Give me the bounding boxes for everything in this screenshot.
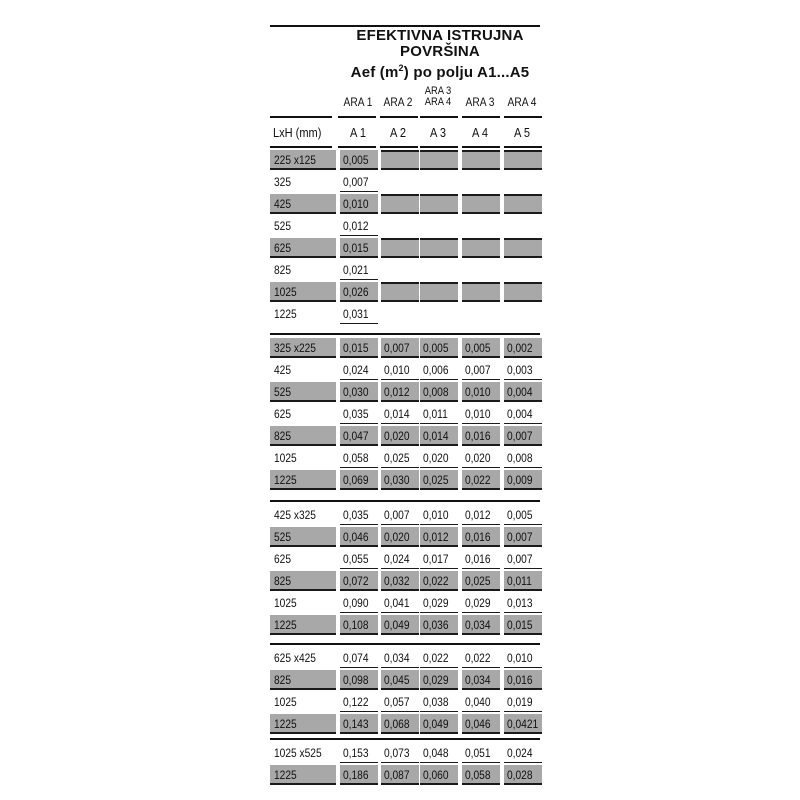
cell-a2: 0,020 — [381, 527, 419, 547]
cell-a3: 0,006 — [420, 360, 458, 380]
row-label: 525 — [274, 219, 292, 233]
group-separator — [270, 738, 540, 740]
cell-a5: 0,009 — [504, 470, 542, 490]
title-line-3 — [336, 60, 544, 81]
row-label: 625 — [274, 407, 292, 421]
cell-a4: 0,040 — [462, 692, 500, 712]
cell-a3 — [420, 150, 458, 170]
cell-a5: 0,011 — [504, 571, 542, 591]
cell-a1: 0,074 — [340, 648, 378, 668]
lxh-label: LxH (mm) — [272, 125, 322, 140]
cell-a2: 0,010 — [381, 360, 419, 380]
table-title — [336, 28, 544, 81]
table-row — [268, 549, 548, 569]
cell-a4: 0,058 — [462, 765, 500, 785]
table-row — [268, 194, 548, 214]
cell-a2: 0,014 — [381, 404, 419, 424]
cell-a5: 0,015 — [504, 615, 542, 635]
cell-a2: 0,020 — [381, 426, 419, 446]
code-a4: A 4 — [472, 125, 488, 140]
cell-a2 — [381, 194, 419, 214]
cell-a1: 0,046 — [340, 527, 378, 547]
cell-a1: 0,021 — [340, 260, 378, 280]
cell-a4 — [462, 260, 500, 280]
code-a2: A 2 — [390, 125, 406, 140]
code-rule-lxh — [270, 146, 332, 148]
col-ara-2: ARA 2 — [383, 95, 413, 109]
code-rule-3 — [420, 146, 458, 148]
cell-a2: 0,012 — [381, 382, 419, 402]
cell-a1: 0,035 — [340, 505, 378, 525]
row-label: 1025 x525 — [274, 746, 322, 760]
table-row — [268, 150, 548, 170]
row-label: 225 x125 — [270, 150, 336, 170]
row-label: 1025 — [274, 596, 297, 610]
row-label: 825 — [270, 571, 336, 591]
cell-a4: 0,051 — [462, 743, 500, 763]
cell-a4: 0,016 — [462, 426, 500, 446]
cell-a1: 0,143 — [340, 714, 378, 734]
row-label: 825 — [270, 670, 336, 690]
cell-a2 — [381, 238, 419, 258]
cell-a3: 0,029 — [420, 593, 458, 613]
cell-a4 — [462, 282, 500, 302]
cell-a1: 0,005 — [340, 150, 378, 170]
code-rule-4 — [462, 146, 500, 148]
cell-a5: 0,005 — [504, 505, 542, 525]
row-label: 1225 — [270, 615, 336, 635]
code-rule-5 — [504, 146, 542, 148]
cell-a2 — [381, 304, 419, 324]
table-row — [268, 593, 548, 613]
table-row — [268, 670, 548, 690]
title-line-3-suffix: ) po polju A1...A5 — [403, 64, 530, 81]
cell-a3 — [420, 216, 458, 236]
cell-a2: 0,025 — [381, 448, 419, 468]
cell-a2 — [381, 172, 419, 192]
cell-a3: 0,029 — [420, 670, 458, 690]
cell-a4: 0,010 — [462, 382, 500, 402]
cell-a5: 0,013 — [504, 593, 542, 613]
table-row — [268, 527, 548, 547]
cell-a1: 0,031 — [340, 304, 378, 324]
cell-a5: 0,007 — [504, 549, 542, 569]
cell-a4 — [462, 172, 500, 192]
row-label: 1225 — [270, 714, 336, 734]
table-row — [268, 238, 548, 258]
cell-a5 — [504, 238, 542, 258]
table-row — [268, 448, 548, 468]
table-row — [268, 360, 548, 380]
cell-a1: 0,153 — [340, 743, 378, 763]
head-rule-1 — [338, 116, 376, 118]
cell-a2: 0,034 — [381, 648, 419, 668]
cell-a3: 0,022 — [420, 648, 458, 668]
table-row — [268, 260, 548, 280]
row-label: 1025 — [270, 282, 336, 302]
row-label: 625 x425 — [274, 651, 316, 665]
cell-a2: 0,045 — [381, 670, 419, 690]
table-row — [268, 571, 548, 591]
cell-a3: 0,049 — [420, 714, 458, 734]
cell-a4: 0,029 — [462, 593, 500, 613]
cell-a4 — [462, 216, 500, 236]
cell-a5: 0,016 — [504, 670, 542, 690]
cell-a4: 0,012 — [462, 505, 500, 525]
cell-a3: 0,005 — [420, 338, 458, 358]
cell-a3: 0,011 — [420, 404, 458, 424]
cell-a1: 0,026 — [340, 282, 378, 302]
col-ara-3-line2: ARA 4 — [424, 96, 452, 108]
cell-a5: 0,004 — [504, 382, 542, 402]
group-separator — [270, 643, 540, 645]
head-rule-2 — [380, 116, 418, 118]
cell-a4 — [462, 150, 500, 170]
row-label: 1225 — [270, 765, 336, 785]
cell-a5 — [504, 172, 542, 192]
cell-a4 — [462, 238, 500, 258]
head-rule-5 — [504, 116, 542, 118]
cell-a3: 0,038 — [420, 692, 458, 712]
cell-a1: 0,010 — [340, 194, 378, 214]
cell-a3 — [420, 304, 458, 324]
table-row — [268, 304, 548, 324]
table-row — [268, 505, 548, 525]
cell-a4: 0,025 — [462, 571, 500, 591]
cell-a3: 0,020 — [420, 448, 458, 468]
cell-a5 — [504, 216, 542, 236]
row-label: 525 — [270, 527, 336, 547]
cell-a2: 0,073 — [381, 743, 419, 763]
cell-a5: 0,008 — [504, 448, 542, 468]
cell-a1: 0,015 — [340, 338, 378, 358]
table-row — [268, 714, 548, 734]
cell-a1: 0,012 — [340, 216, 378, 236]
row-label: 325 x225 — [270, 338, 336, 358]
cell-a1: 0,007 — [340, 172, 378, 192]
cell-a5: 0,004 — [504, 404, 542, 424]
cell-a3 — [420, 238, 458, 258]
cell-a2: 0,068 — [381, 714, 419, 734]
cell-a1: 0,047 — [340, 426, 378, 446]
cell-a5: 0,028 — [504, 765, 542, 785]
cell-a4: 0,016 — [462, 549, 500, 569]
cell-a2: 0,007 — [381, 505, 419, 525]
table-row — [268, 692, 548, 712]
cell-a2 — [381, 282, 419, 302]
cell-a4: 0,034 — [462, 615, 500, 635]
cell-a2: 0,007 — [381, 338, 419, 358]
row-label: 525 — [270, 382, 336, 402]
cell-a1: 0,122 — [340, 692, 378, 712]
row-label: 625 — [274, 552, 292, 566]
code-a3: A 3 — [430, 125, 446, 140]
cell-a5: 0,002 — [504, 338, 542, 358]
table-row — [268, 470, 548, 490]
table-row — [268, 743, 548, 763]
cell-a1: 0,058 — [340, 448, 378, 468]
row-label: 325 — [274, 175, 292, 189]
cell-a3: 0,025 — [420, 470, 458, 490]
cell-a1: 0,072 — [340, 571, 378, 591]
cell-a4 — [462, 194, 500, 214]
table-row — [268, 172, 548, 192]
table-row — [268, 765, 548, 785]
row-label: 825 — [274, 263, 292, 277]
cell-a4: 0,022 — [462, 470, 500, 490]
cell-a1: 0,015 — [340, 238, 378, 258]
table-row — [268, 615, 548, 635]
table-row — [268, 282, 548, 302]
row-label: 425 — [270, 194, 336, 214]
cell-a4: 0,020 — [462, 448, 500, 468]
cell-a5: 0,007 — [504, 527, 542, 547]
cell-a2: 0,057 — [381, 692, 419, 712]
title-line-3-prefix: Aef (m — [350, 64, 399, 81]
cell-a2 — [381, 260, 419, 280]
row-label: 425 x325 — [274, 508, 316, 522]
code-rule-1 — [338, 146, 376, 148]
cell-a2: 0,041 — [381, 593, 419, 613]
cell-a3 — [420, 194, 458, 214]
head-rule-3 — [420, 116, 458, 118]
cell-a4: 0,010 — [462, 404, 500, 424]
col-ara-3b: ARA 3 — [465, 95, 495, 109]
cell-a3: 0,017 — [420, 549, 458, 569]
cell-a5: 0,007 — [504, 426, 542, 446]
col-ara-3-line1: ARA 3 — [424, 85, 452, 97]
cell-a4: 0,007 — [462, 360, 500, 380]
table-row — [268, 382, 548, 402]
table-row — [268, 216, 548, 236]
cell-a1: 0,055 — [340, 549, 378, 569]
col-ara-3-ara-4 — [421, 86, 455, 108]
col-ara-4: ARA 4 — [507, 95, 537, 109]
row-label: 625 — [270, 238, 336, 258]
group-separator — [270, 500, 540, 502]
title-superscript: 2 — [398, 63, 404, 73]
row-label: 1225 — [270, 470, 336, 490]
cell-a1: 0,090 — [340, 593, 378, 613]
cell-a5: 0,019 — [504, 692, 542, 712]
table-row — [268, 648, 548, 668]
cell-a3: 0,012 — [420, 527, 458, 547]
title-line-1: EFEKTIVNA ISTRUJNA — [356, 27, 524, 44]
code-a1: A 1 — [350, 125, 366, 140]
cell-a3: 0,008 — [420, 382, 458, 402]
cell-a1: 0,030 — [340, 382, 378, 402]
row-label: 825 — [270, 426, 336, 446]
cell-a1: 0,186 — [340, 765, 378, 785]
cell-a2 — [381, 150, 419, 170]
cell-a2 — [381, 216, 419, 236]
title-line-2: POVRŠINA — [400, 43, 480, 60]
cell-a3: 0,048 — [420, 743, 458, 763]
group-separator — [270, 333, 540, 335]
cell-a2: 0,049 — [381, 615, 419, 635]
cell-a3: 0,014 — [420, 426, 458, 446]
cell-a3: 0,060 — [420, 765, 458, 785]
table-row — [268, 426, 548, 446]
cell-a4: 0,034 — [462, 670, 500, 690]
cell-a4: 0,016 — [462, 527, 500, 547]
cell-a5: 0,003 — [504, 360, 542, 380]
cell-a5 — [504, 194, 542, 214]
cell-a3 — [420, 282, 458, 302]
cell-a1: 0,069 — [340, 470, 378, 490]
table-row — [268, 404, 548, 424]
cell-a3 — [420, 260, 458, 280]
cell-a4: 0,046 — [462, 714, 500, 734]
cell-a1: 0,098 — [340, 670, 378, 690]
code-a5: A 5 — [514, 125, 530, 140]
cell-a3: 0,036 — [420, 615, 458, 635]
cell-a4: 0,022 — [462, 648, 500, 668]
cell-a2: 0,087 — [381, 765, 419, 785]
cell-a5: 0,0421 — [504, 714, 542, 734]
cell-a5 — [504, 282, 542, 302]
code-rule-2 — [380, 146, 418, 148]
cell-a4: 0,005 — [462, 338, 500, 358]
cell-a3: 0,022 — [420, 571, 458, 591]
head-rule-4 — [462, 116, 500, 118]
cell-a5: 0,024 — [504, 743, 542, 763]
table-row — [268, 338, 548, 358]
cell-a5: 0,010 — [504, 648, 542, 668]
cell-a5 — [504, 150, 542, 170]
col-ara-1: ARA 1 — [343, 95, 373, 109]
cell-a5 — [504, 260, 542, 280]
cell-a2: 0,030 — [381, 470, 419, 490]
lxh-top-rule — [270, 116, 332, 118]
cell-a3: 0,010 — [420, 505, 458, 525]
cell-a5 — [504, 304, 542, 324]
cell-a4 — [462, 304, 500, 324]
row-label: 425 — [274, 363, 292, 377]
row-label: 1025 — [274, 695, 297, 709]
row-label: 1025 — [274, 451, 297, 465]
cell-a3 — [420, 172, 458, 192]
cell-a1: 0,024 — [340, 360, 378, 380]
cell-a2: 0,032 — [381, 571, 419, 591]
row-label: 1225 — [274, 307, 297, 321]
cell-a1: 0,108 — [340, 615, 378, 635]
cell-a2: 0,024 — [381, 549, 419, 569]
cell-a1: 0,035 — [340, 404, 378, 424]
